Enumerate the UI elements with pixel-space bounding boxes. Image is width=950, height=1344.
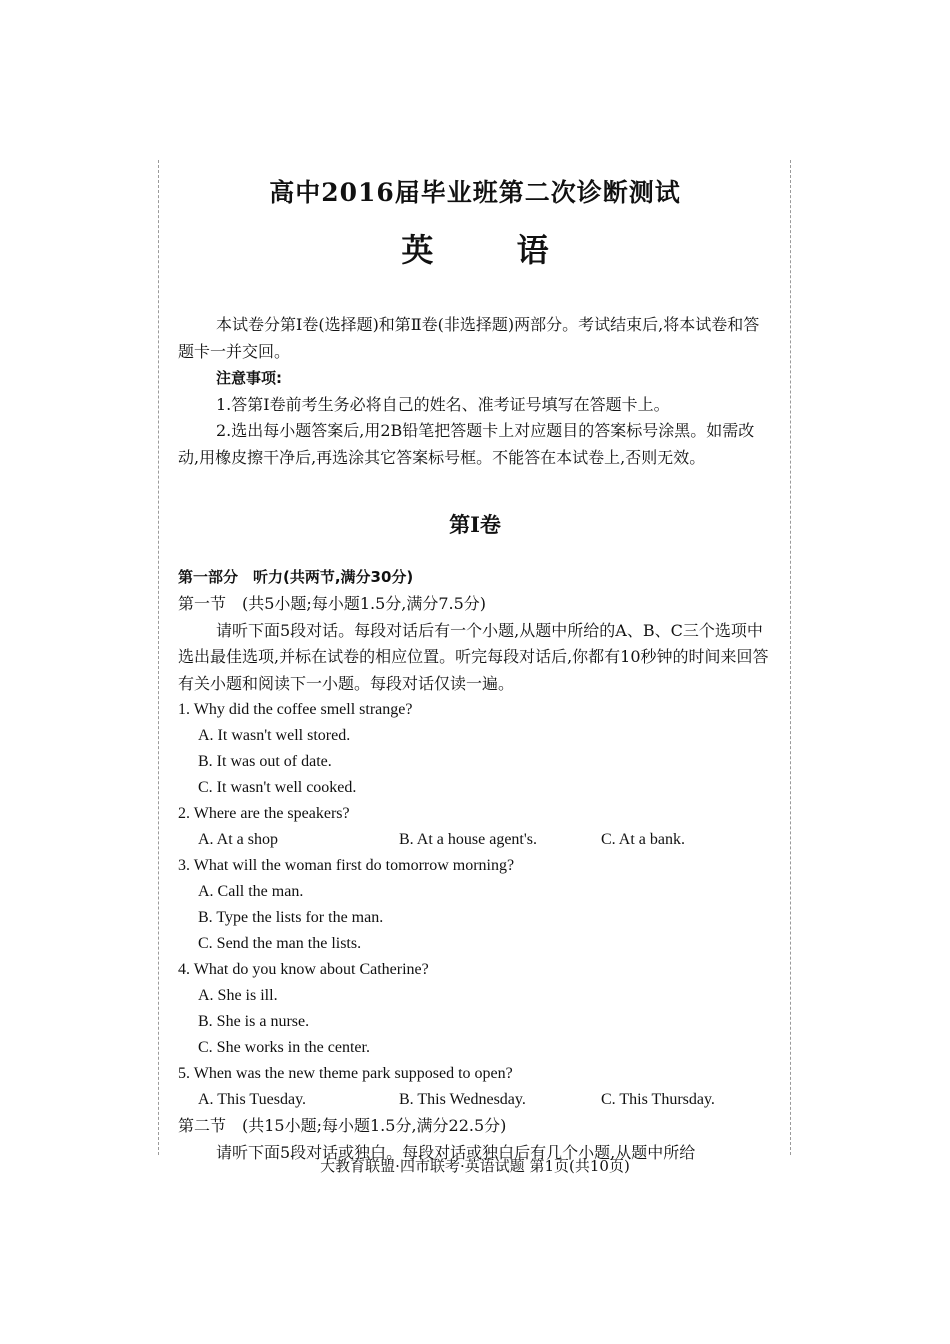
question-4: 4. What do you know about Catherine? [178, 961, 429, 978]
question-1: 1. Why did the coffee smell strange? [178, 701, 413, 718]
section1-instructions: 请听下面5段对话。每段对话后有一个小题,从题中所给的A、B、C三个选项中选出最佳选项,并标在试卷的相应位置。听完每段对话后,你都有10秒钟的时间来回答有关小题和阅读下一小题。每段对话仅读一遍。 [178, 620, 769, 693]
option-4a: A. She is ill. [198, 987, 278, 1004]
option-1a: A. It wasn't well stored. [198, 727, 351, 744]
options-row-2 [178, 827, 772, 853]
note-1: 1.答第Ⅰ卷前考生务必将自己的姓名、准考证号填写在答题卡上。 [216, 394, 670, 414]
left-margin-line [158, 160, 159, 1155]
section1-heading: 第一节 (共5小题;每小题1.5分,满分7.5分) [178, 594, 487, 613]
option-5a: A. This Tuesday. [198, 1091, 307, 1108]
option-3c: C. Send the man the lists. [198, 935, 362, 952]
notice-title: 注意事项: [216, 369, 282, 387]
exam-page [178, 174, 772, 1166]
option-3a: A. Call the man. [198, 883, 304, 900]
option-2c: C. At a bank. [601, 831, 685, 848]
option-4b: B. She is a nurse. [198, 1013, 310, 1030]
question-2: 2. Where are the speakers? [178, 805, 350, 822]
option-4c: C. She works in the center. [198, 1039, 370, 1056]
section2-heading: 第二节 (共15小题;每小题1.5分,满分22.5分) [178, 1116, 507, 1135]
exam-title: 高中2016届毕业班第二次诊断测试 [269, 178, 681, 207]
part1-heading: 第一部分 听力(共两节,满分30分) [178, 568, 414, 586]
option-1b: B. It was out of date. [198, 753, 332, 770]
note-2: 2.选出每小题答案后,用2B铅笔把答题卡上对应题目的答案标号涂黑。如需改动,用橡皮擦干净后,再选涂其它答案标号框。不能答在本试卷上,否则无效。 [178, 421, 755, 467]
option-5c: C. This Thursday. [601, 1091, 715, 1108]
volume-title: 第Ⅰ卷 [449, 512, 501, 537]
right-margin-line [790, 160, 791, 1155]
option-3b: B. Type the lists for the man. [198, 909, 384, 926]
question-3: 3. What will the woman first do tomorrow morning? [178, 857, 515, 874]
option-5b: B. This Wednesday. [399, 1091, 526, 1108]
option-1c: C. It wasn't well cooked. [198, 779, 357, 796]
options-row-5 [178, 1087, 772, 1113]
section2-instructions: 请听下面5段对话或独白。每段对话或独白后有几个小题,从题中所给 [216, 1142, 696, 1162]
intro-paragraph: 本试卷分第Ⅰ卷(选择题)和第Ⅱ卷(非选择题)两部分。考试结束后,将本试卷和答题卡一并交回。 [178, 315, 760, 361]
question-5: 5. When was the new theme park supposed to open? [178, 1065, 513, 1082]
option-2a: A. At a shop [198, 831, 278, 848]
page-footer: 大教育联盟·四市联考·英语试题 第1页(共10页) [320, 1157, 630, 1175]
option-2b: B. At a house agent's. [399, 831, 537, 848]
subject-title: 英 语 [401, 231, 585, 269]
